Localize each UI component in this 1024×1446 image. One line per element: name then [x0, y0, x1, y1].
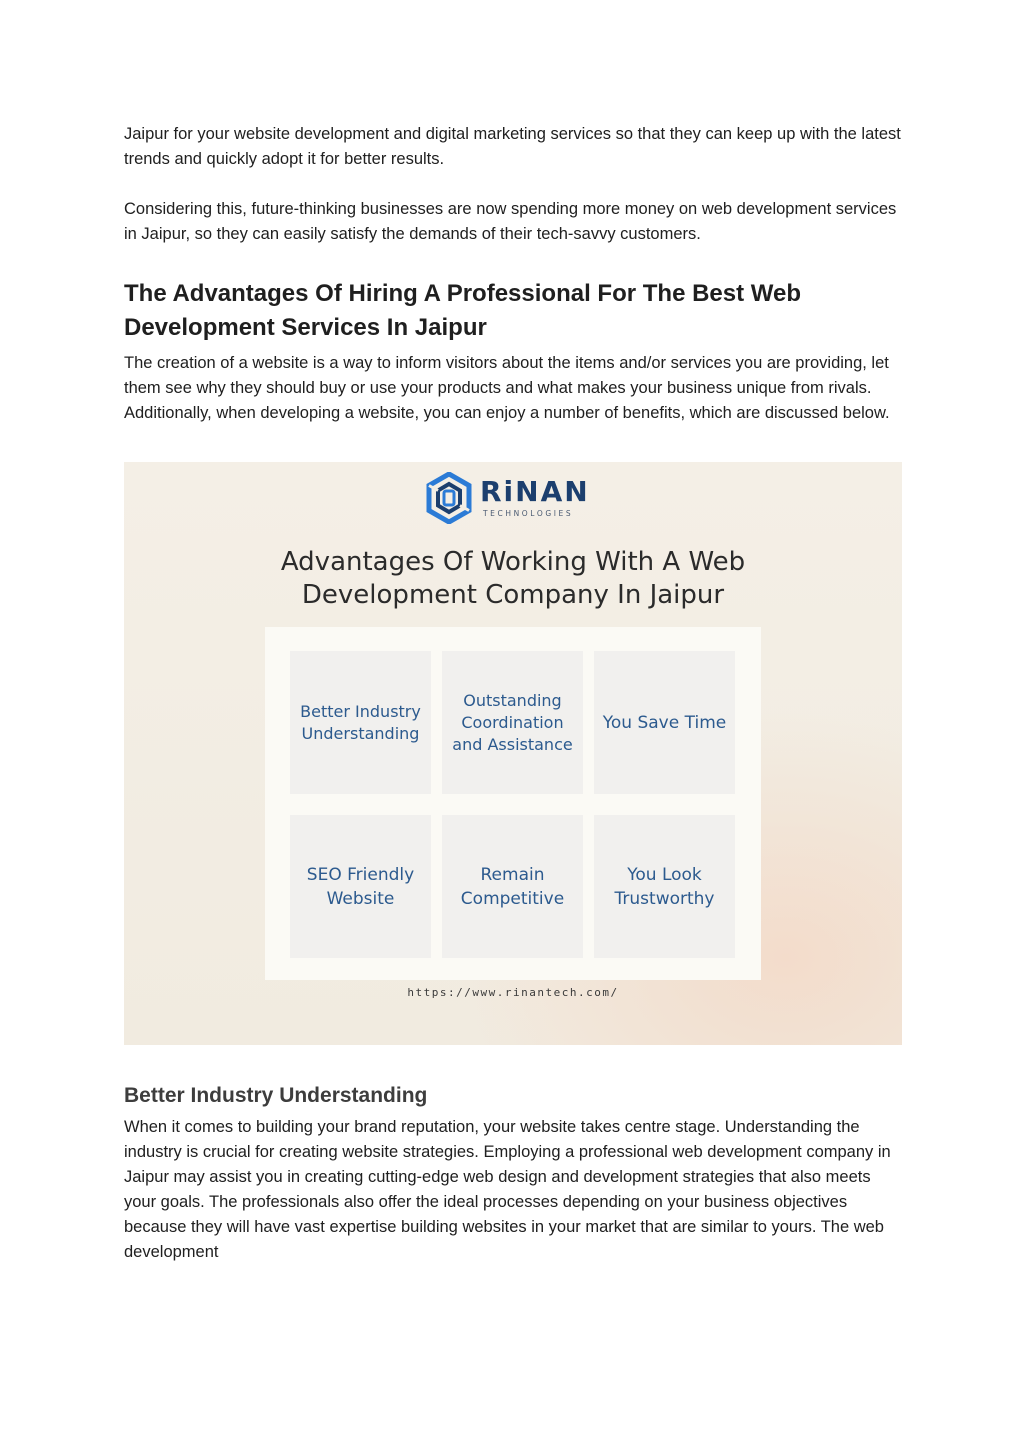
intro-paragraph-1: Jaipur for your website development and digital marketing services so that they can keep up with the latest trends and quickly adopt it for better results.	[124, 125, 901, 168]
rinan-logo	[426, 472, 590, 524]
infographic-title-line-1: Advantages Of Working With A Web	[280, 547, 746, 577]
advantage-tile: SEO Friendly Website	[290, 815, 431, 958]
infographic-title	[124, 546, 902, 612]
section-heading-line-1: The Advantages Of Hiring A Professional For The Best Web	[124, 280, 801, 307]
subsection-heading: Better Industry Understanding	[124, 1084, 428, 1107]
advantage-tile: Outstanding Coordination and Assistance	[442, 651, 583, 794]
section-heading-line-2: Development Services In Jaipur	[124, 314, 487, 341]
advantage-tile: You Save Time	[594, 651, 735, 794]
logo-name: RiNAN	[480, 475, 590, 509]
logo-subtitle: TECHNOLOGIES	[483, 509, 574, 519]
subsection-paragraph: When it comes to building your brand reputation, your website takes centre stage. Understanding the industry is crucial for creating website strategies. Employing a professional web development company in Jaipur may assist you in creating cutting-edge web design and development strategies that also meets your goals. The professionals also offer the ideal processes depending on your business objectives because they will have vast expertise building websites in your market that are similar to yours. The web development	[124, 1118, 891, 1261]
infographic-url: https://www.rinantech.com/	[407, 986, 619, 999]
document-page	[124, 122, 904, 1265]
section-heading	[124, 277, 904, 345]
infographic-title-line-2: Development Company In Jaipur	[301, 580, 725, 610]
intro-paragraph-2: Considering this, future-thinking businesses are now spending more money on web development services in Jaipur, so they can easily satisfy the demands of their tech-savvy customers.	[124, 200, 897, 243]
advantages-panel	[265, 627, 761, 980]
advantage-tile: You Look Trustworthy	[594, 815, 735, 958]
hexagon-cube-icon	[426, 472, 472, 524]
advantage-tile: Better Industry Understanding	[290, 651, 431, 794]
advantages-infographic	[124, 462, 902, 1045]
section-paragraph: The creation of a website is a way to inform visitors about the items and/or services you are providing, let them see why they should buy or use your products and what makes your business unique from rivals. Additionally, when developing a website, you can enjoy a number of benefits, which are discussed below.	[124, 354, 890, 422]
advantage-tile: Remain Competitive	[442, 815, 583, 958]
